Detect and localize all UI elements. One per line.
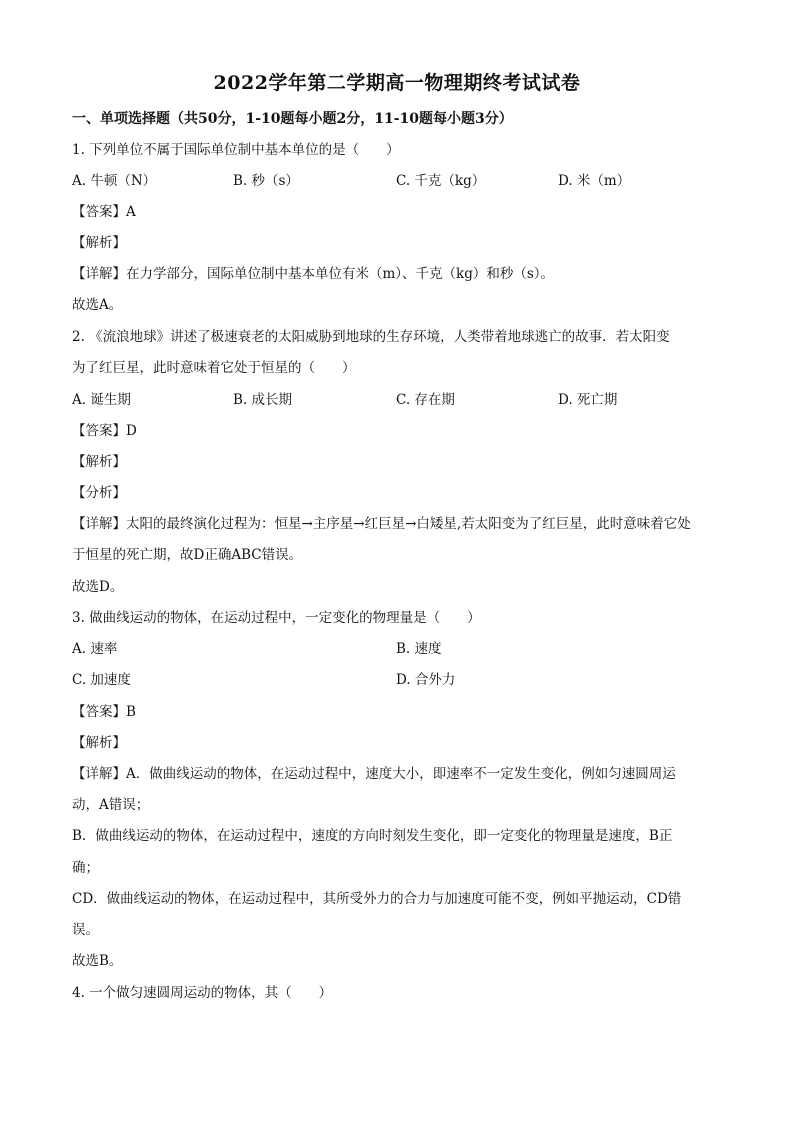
question-3-option-d: D. 合外力 — [396, 672, 456, 688]
question-3-conclusion: 故选B。 — [72, 953, 123, 969]
question-1-detail: 【详解】在力学部分，国际单位制中基本单位有米（m）、千克（kg）和秒（s）。 — [72, 266, 555, 282]
question-3-detail-line-6: 误。 — [72, 922, 99, 938]
question-1-conclusion: 故选A。 — [72, 297, 123, 313]
question-1-option-d: D. 米（m） — [558, 173, 631, 189]
section-heading: 一、单项选择题（共50分，1-10题每小题2分，11-10题每小题3分） — [72, 111, 513, 127]
question-1-option-a: A. 牛顿（N） — [72, 173, 157, 189]
question-2-option-d: D. 死亡期 — [558, 392, 618, 408]
question-3-stem: 3. 做曲线运动的物体，在运动过程中，一定变化的物理量是（ ） — [72, 610, 481, 626]
question-3-detail-line-4: 确； — [72, 860, 99, 876]
question-2-option-c: C. 存在期 — [396, 392, 455, 408]
question-3-detail-line-3: B．做曲线运动的物体，在运动过程中，速度的方向时刻发生变化，即一定变化的物理量是速度，B正 — [72, 828, 673, 844]
page-title: 2022学年第二学期高一物理期终考试试卷 — [213, 72, 581, 94]
question-2-detail-line-1: 【详解】太阳的最终演化过程为：恒星→主序星→红巨星→白矮星,若太阳变为了红巨星，此时意味着它处 — [72, 516, 691, 532]
question-3-analysis-label: 【解析】 — [72, 735, 126, 751]
question-3-detail-line-1: 【详解】A．做曲线运动的物体，在运动过程中，速度大小，即速率不一定发生变化，例如匀速圆周运 — [72, 766, 676, 782]
question-2-answer: 【答案】D — [72, 423, 137, 439]
question-2-conclusion: 故选D。 — [72, 579, 124, 595]
question-3-detail-line-2: 动，A错误； — [72, 797, 150, 813]
question-3-detail-line-5: CD．做曲线运动的物体，在运动过程中，其所受外力的合力与加速度可能不变，例如平抛运动，CD错 — [72, 891, 682, 907]
question-2-option-a: A. 诞生期 — [72, 392, 131, 408]
question-2-stem-line-2: 为了红巨星，此时意味着它处于恒星的（ ） — [72, 360, 356, 376]
question-4-stem: 4. 一个做匀速圆周运动的物体，其（ ） — [72, 985, 333, 1001]
question-3-option-c: C. 加速度 — [72, 672, 131, 688]
question-2-analysis-label: 【解析】 — [72, 454, 126, 470]
question-1-option-b: B. 秒（s） — [233, 173, 299, 189]
question-2-stem-line-1: 2. 《流浪地球》讲述了极速衰老的太阳威胁到地球的生存环境，人类带着地球逃亡的故事．若太阳变 — [72, 329, 670, 345]
question-3-option-a: A. 速率 — [72, 641, 118, 657]
question-2-detail-line-2: 于恒星的死亡期，故D正确ABC错误。 — [72, 547, 303, 563]
question-1-stem: 1. 下列单位不属于国际单位制中基本单位的是（ ） — [72, 142, 400, 158]
question-1-analysis-label: 【解析】 — [72, 235, 126, 251]
question-2-option-b: B. 成长期 — [233, 392, 293, 408]
question-3-answer: 【答案】B — [72, 704, 136, 720]
question-1-option-c: C. 千克（kg） — [396, 173, 486, 189]
question-3-option-b: B. 速度 — [396, 641, 442, 657]
question-1-answer: 【答案】A — [72, 204, 136, 220]
question-2-fenxi-label: 【分析】 — [72, 485, 126, 501]
